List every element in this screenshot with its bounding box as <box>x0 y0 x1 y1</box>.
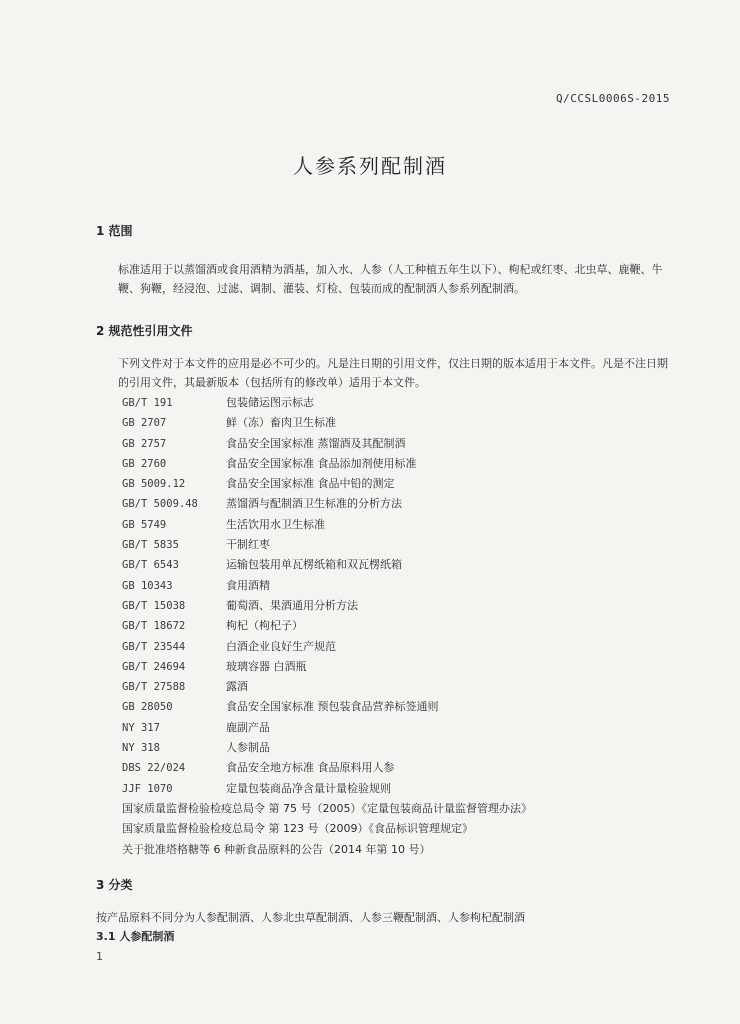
reference-code: GB/T 18672 <box>122 620 186 633</box>
page-title: 人参系列配制酒 <box>293 154 447 178</box>
classification-paragraph <box>96 908 676 946</box>
reference-title: 包装储运图示标志 <box>226 396 314 409</box>
reference-title: 生活饮用水卫生标准 <box>226 517 325 531</box>
normative-intro-paragraph <box>96 354 676 392</box>
reference-code: GB/T 5009.48 <box>122 498 198 511</box>
reference-regulation: 关于批准塔格糖等 6 种新食品原料的公告（2014 年第 10 号） <box>122 842 431 856</box>
reference-code: GB/T 5835 <box>122 539 179 552</box>
reference-row <box>122 413 682 433</box>
reference-title: 食品安全国家标准 蒸馏酒及其配制酒 <box>226 436 406 450</box>
reference-title: 运输包装用单瓦楞纸箱和双瓦楞纸箱 <box>226 558 402 572</box>
reference-regulation: 国家质量监督检验检疫总局令 第 123 号（2009）《食品标识管理规定》 <box>122 822 473 836</box>
reference-row <box>122 393 682 413</box>
classification-text: 按产品原料不同分为人参配制酒、人参北虫草配制酒、人参三鞭配制酒、人参枸杞配制酒 <box>96 911 525 924</box>
reference-row <box>122 515 682 535</box>
reference-title: 食品安全国家标准 食品中铅的测定 <box>226 477 395 491</box>
reference-code: GB/T 15038 <box>122 599 186 612</box>
reference-code: JJF 1070 <box>122 782 173 795</box>
reference-list <box>122 393 682 860</box>
reference-title: 干制红枣 <box>226 538 270 552</box>
reference-title: 玻璃容器 白酒瓶 <box>226 659 307 673</box>
reference-code: GB 5749 <box>122 518 167 531</box>
reference-title: 蒸馏酒与配制酒卫生标准的分析方法 <box>226 497 402 511</box>
section-heading-classification: 3 分类 <box>96 878 133 892</box>
reference-row <box>122 576 682 596</box>
normative-intro-text: 下列文件对于本文件的应用是必不可少的。凡是注日期的引用文件，仅注日期的版本适用于本文件。凡是不注日期的引用文件，其最新版本（包括所有的修改单）适用于本文件。 <box>118 357 668 389</box>
reference-code: GB/T 191 <box>122 397 173 409</box>
reference-row <box>122 657 682 677</box>
reference-regulation: 国家质量监督检验检疫总局令 第 75 号（2005）《定量包装商品计量监督管理办法》 <box>122 801 532 815</box>
reference-title: 人参制品 <box>226 741 270 755</box>
reference-code: GB 2757 <box>122 437 167 450</box>
reference-row <box>122 596 682 616</box>
reference-title: 食品安全国家标准 食品添加剂使用标准 <box>226 456 417 470</box>
reference-row <box>122 474 682 494</box>
reference-row <box>122 616 682 636</box>
reference-row <box>122 779 682 799</box>
reference-title: 鲜（冻）畜肉卫生标准 <box>226 416 336 430</box>
reference-title: 枸杞（枸杞子） <box>226 619 303 633</box>
reference-row <box>122 494 682 514</box>
section-heading-scope: 1 范围 <box>96 224 133 238</box>
reference-title: 白酒企业良好生产规范 <box>226 639 336 653</box>
subsection-heading: 3.1 人参配制酒 <box>96 930 175 943</box>
reference-code: DBS 22/024 <box>122 762 186 775</box>
reference-title: 定量包装商品净含量计量检验规则 <box>226 781 391 795</box>
reference-row <box>122 434 682 454</box>
reference-code: GB 2760 <box>122 457 167 470</box>
reference-title: 食品安全地方标准 食品原料用人参 <box>226 761 395 775</box>
reference-row <box>122 738 682 758</box>
reference-code: GB 5009.12 <box>122 478 186 491</box>
standard-code: Q/CCSL0006S-2015 <box>556 92 670 105</box>
reference-title: 露酒 <box>226 680 248 694</box>
scope-paragraph <box>96 260 676 298</box>
reference-row <box>122 637 682 657</box>
reference-code: GB/T 23544 <box>122 640 186 653</box>
reference-title: 葡萄酒、果酒通用分析方法 <box>226 598 358 612</box>
reference-row <box>122 718 682 738</box>
section-heading-normative: 2 规范性引用文件 <box>96 324 193 338</box>
reference-title: 食品安全国家标准 预包装食品营养标签通则 <box>226 700 439 714</box>
reference-row <box>122 555 682 575</box>
reference-row <box>122 758 682 778</box>
scope-text: 标准适用于以蒸馏酒或食用酒精为酒基，加入水、人参（人工种植五年生以下）、枸杞或红枣、北虫草、鹿鞭、牛鞭、狗鞭，经浸泡、过滤、调制、灌装、灯检、包装而成的配制酒人参系列配制酒。 <box>118 263 663 295</box>
reference-code: NY 318 <box>122 742 160 755</box>
reference-code: GB 28050 <box>122 701 173 714</box>
reference-row <box>122 697 682 717</box>
reference-code: GB/T 6543 <box>122 559 179 572</box>
reference-code: GB 10343 <box>122 579 173 592</box>
reference-code: GB 2707 <box>122 417 167 430</box>
reference-title: 鹿副产品 <box>226 720 270 734</box>
reference-title: 食用酒精 <box>226 578 270 592</box>
reference-code: NY 317 <box>122 721 160 734</box>
reference-code: GB/T 24694 <box>122 660 186 673</box>
reference-row <box>122 454 682 474</box>
reference-row <box>122 677 682 697</box>
reference-row <box>122 535 682 555</box>
reference-code: GB/T 27588 <box>122 681 186 694</box>
page-number: 1 <box>96 950 103 963</box>
